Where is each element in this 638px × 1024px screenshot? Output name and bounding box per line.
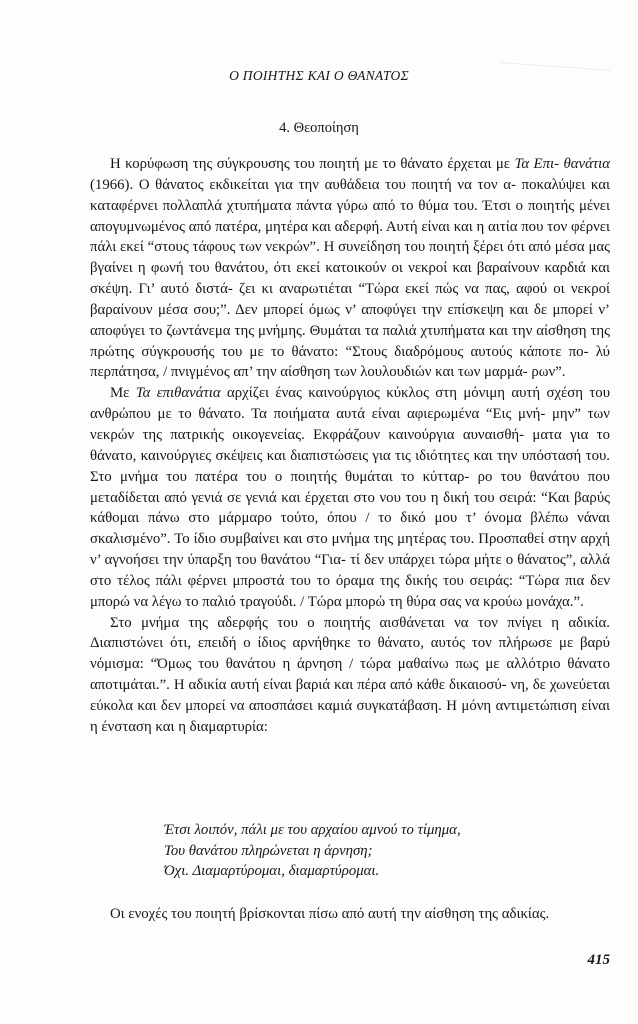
paragraph-2-text: μητέρας του. Προσπαθεί στην αρχή ν’ αγνοήσει την ύπαρξη του θανάτου “Για- (90, 531, 610, 569)
poem-quote (164, 820, 461, 882)
paragraph-2-text: και την υπόστασή του. Στο μνήμα του πατέρα του ο ποιητής θυμάται το κύτταρ- (90, 447, 611, 485)
paragraph-2-text: τραγούδι. / Τώρα μπορώ τη θύρα σας να κρούω μονάχα.”. (239, 593, 584, 610)
closing-paragraph: Οι ενοχές του ποιητή βρίσκονται πίσω από αυτή την αίσθηση της αδικίας. (110, 906, 550, 922)
paragraph-3-text: μόνη αντιμετώπιση είναι η ένσταση και η διαμαρτυρία: (90, 697, 610, 735)
paragraph-2-text: μου τ’ όνομα βλέπω νάναι σκαλισμένο”. Το ίδιο συμβαίνει και στο μνήμα της (90, 510, 611, 548)
paragraph-3-text: θάνατο αποτιμάται.”. Η αδικία αυτή είναι βαριά και πέρα από κάθε δικαιοσύ- (90, 656, 610, 694)
section-title: 4. Θεοποίηση (279, 120, 359, 136)
paragraph-1-text: Αυτή είναι και η αιτία που τον φέρνει πάλι εκεί “στους τάφους των νεκρών”. (90, 218, 610, 256)
body-text (90, 154, 610, 738)
paragraph-2-text: ρο του θανάτου που μεταδίδεται από γενιά σε γενιά και έρχεται στο νου του η (90, 468, 610, 506)
paragraph-2-text: του το όραμα της δικής του σειράς: “Τώρα πια δεν μπορώ να λέγω το παλιό (90, 572, 611, 610)
paragraph-1-text: (1966). Ο θάνατος εκδικείται για την αυθάδεια του ποιητή να τον α- (90, 176, 516, 193)
paragraph-3-text: νη, δε χωνεύεται εύκολα και δεν μπορεί να αποσπάσει καμιά συγκατάβαση. Η (90, 677, 610, 714)
paragraph-1-text: ότι εκεί κατοικούν οι νεκροί και βαραίνουν καρδιά και σκέψη. Γι’ αυτό διστά- (90, 260, 610, 298)
paragraph-1-text: Η κορύφωση της σύγκρουσης του ποιητή με το θάνατο έρχεται με (110, 156, 515, 172)
paragraph-1-text: ζει κι αναρωτιέται “Τώρα εκεί πώς να πας, αφού οι νεκροί βαραίνουν μέσα (90, 281, 610, 318)
paragraph-2-text: αρχίζει ένας καινούργιος κύκλος στη μόνιμη αυτή σχέση (220, 385, 583, 402)
poem-line: Έτσι λοιπόν, πάλι με του αρχαίου αμνού το τίμημα, (164, 822, 461, 838)
book-title-ref-cont: θανάτια (563, 156, 611, 172)
paragraph-2-text: δική του σειρά: “Και βαρύς κάθομαι πάνω στο μάρμαρο τούτο, όπου / το δικό (90, 489, 611, 527)
running-head: Ο ΠΟΙΗΤΗΣ ΚΑΙ Ο ΘΑΝΑΤΟΣ (229, 68, 409, 83)
paragraph-1-text: σου;”. Δεν μπορεί όμως ν’ αποφύγει την επίσκεψη και δε μπορεί ν’ αποφύγει (90, 301, 610, 339)
paragraph-1-text: ποκαλύψει και καταφέρνει πολλαπλά χτυπήματα πάντα γύρω από το θύμα (90, 176, 610, 214)
paragraph-1-text: λύ περπάτησα, / πνιγμένος απ’ την αίσθηση των λουλουδιών και των μαρμά- (90, 343, 610, 381)
paragraph-1-text: πρώτης σύγκρουσής του με το θάνατο: “Στους διαδρόμους αυτούς κάποτε πο- (90, 343, 589, 360)
page-number: 415 (587, 952, 610, 968)
paragraph-3-text: Στο μνήμα της αδερφής του ο ποιητής αισθάνεται να τον πνίγει η αδικία. (110, 614, 610, 631)
paragraph-2-text: Με (110, 385, 136, 402)
paragraph-1-text: ρων”. (531, 364, 566, 381)
paragraph-1-text: του. Έτσι ο ποιητής μένει απογυμνωμένος από πατέρα, μητέρα και αδερφή. (90, 197, 610, 235)
paragraph-3 (90, 613, 610, 738)
book-title-ref: Τα Επι- (514, 156, 560, 172)
paragraph-3-text: βαρύ νόμισμα: “Όμως του θανάτου η άρνηση / τώρα μαθαίνω πως με αλλότριο (90, 635, 611, 673)
paragraph-2-text: του ανθρώπου με το θάνατο. Τα ποιήματα αυτά είναι αφιερωμένα “Εις μνή- (90, 385, 611, 423)
paragraph-1-text: Η συνείδηση του ποιητή ξέρει ότι από μέσα μας βγαίνει η φωνή του θανάτου, (90, 239, 610, 277)
poem-line: Όχι. Διαμαρτύρομαι, διαμαρτύρομαι. (164, 863, 380, 879)
paragraph-2-text: μην” των νεκρών της πατρικής οικογενείας. Εκφράζουν καινούργια αυναισθή- (90, 406, 610, 443)
paragraph-1-text: το ζωντάνεμα της μνήμης. Θυμάται τα παλιά χτυπήματα και την αίσθηση της (148, 322, 610, 339)
paragraph-2-text: τί δεν υπάρχει τώρα μήτε ο θάνατος”, αλλά στο τέλος πάλι φέρνει μπροστά (90, 552, 610, 589)
paragraph-3-text: Διαπιστώνει ότι, επειδή ο ίδιος αρνήθηκε το θάνατο, αυτός τον πλήρωσε με (90, 635, 574, 652)
paragraph-2-text: ματα για το θάνατο, καινούργιες σκέψεις και διαπιστώσεις για τις ιδιότητες (90, 426, 610, 464)
book-title-ref: Τα επιθανάτια (135, 385, 221, 402)
poem-line: Του θανάτου πληρώνεται η άρνηση; (164, 842, 373, 859)
paragraph-2 (90, 383, 610, 612)
paragraph-1 (90, 154, 610, 383)
